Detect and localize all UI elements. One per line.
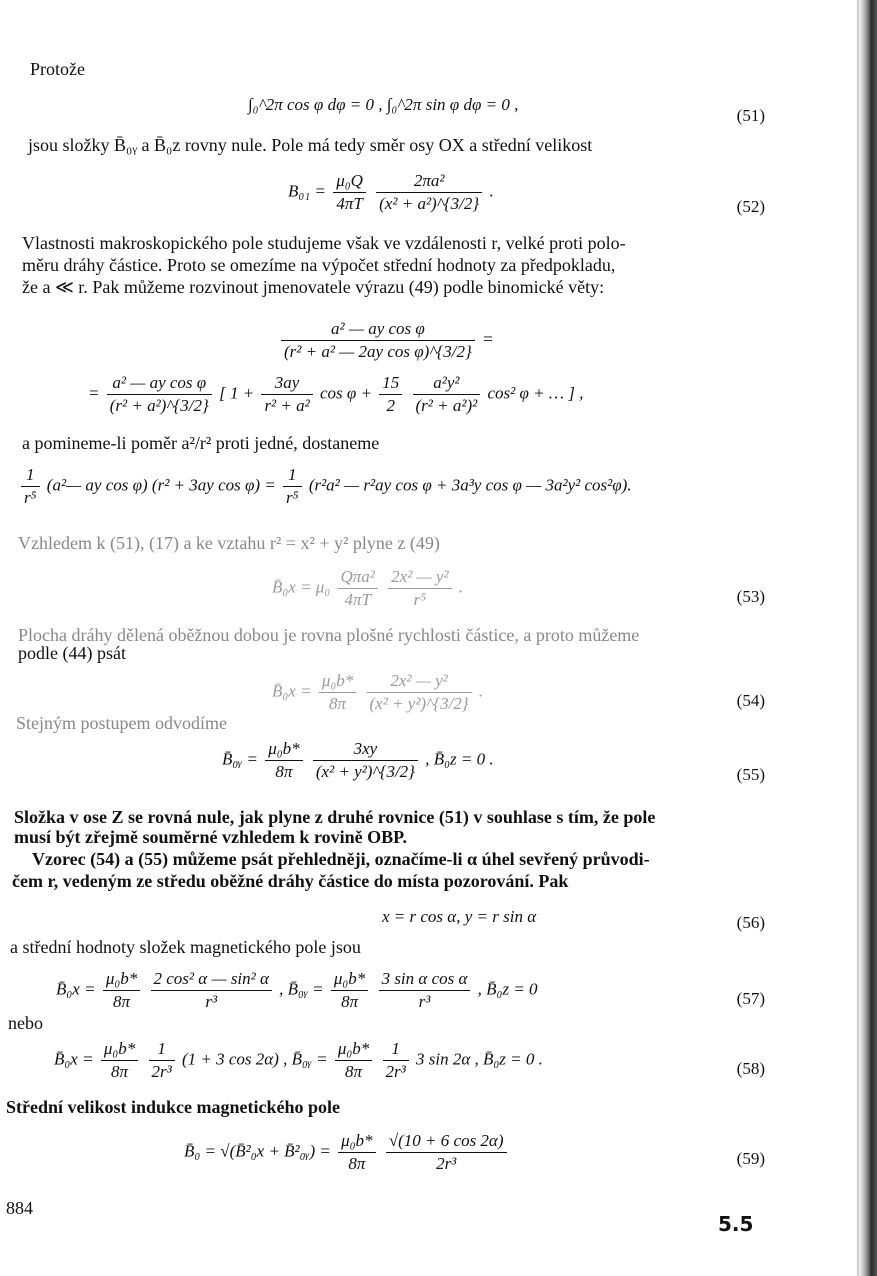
eq58-fraction-2: $\frac{1}{\text{2r³}}$ bbox=[149, 1038, 175, 1083]
equation-51-number: (51) bbox=[736, 106, 765, 125]
binomial-lead-fraction: $\frac{\text{a² — ay cos φ}}{\text{(r² + a²)\textasciicircum{}\{3/2\}}}$ bbox=[107, 372, 212, 417]
binomial-term1-fraction: $\frac{3ay}{\text{r² + a²}}$ bbox=[261, 372, 312, 417]
paragraph-2-line-1: Plocha dráhy dělená oběžnou dobou je rovna plošné rychlosti částice, a proto můžeme bbox=[18, 625, 640, 645]
equation-expansion: $\frac{1}{\text{r⁵}}$ (a²— ay cos φ) (r² + 3ay cos φ) = $\frac{1}{\text{r⁵}}$ (r²a² — r²ay cos φ + 3a³y cos φ — 3a²y² cos²φ). bbox=[18, 464, 632, 509]
paragraph-2-line-2: podle (44) psát bbox=[18, 643, 126, 663]
equation-58-number: (58) bbox=[736, 1059, 765, 1078]
eq58-fraction-1: $\frac{\text{μ₀b*}}{8\pi}$ bbox=[101, 1038, 138, 1083]
expansion-fraction-2: $\frac{1}{\text{r⁵}}$ bbox=[283, 464, 302, 509]
book-binding-shadow bbox=[855, 0, 877, 1276]
paragraph-3-line-2: musí být zřejmě souměrné vzhledem k rovině OBP. bbox=[14, 827, 407, 847]
paragraph-1-line-2: měru dráhy částice. Proto se omezíme na výpočet střední hodnoty za předpokladu, bbox=[22, 255, 616, 275]
eq58-fraction-4: $\frac{1}{\text{2r³}}$ bbox=[383, 1038, 409, 1083]
text-nebo: nebo bbox=[8, 1013, 43, 1033]
eq54-fraction-2: $\frac{\text{2x² — y²}}{\text{(x² + y²)\textasciicircum{}\{3/2\}}}$ bbox=[367, 670, 472, 715]
text-neglect-ratio: a pomineme-li poměr a²/r² proti jedné, dostaneme bbox=[22, 433, 380, 453]
text-stredni-velikost: Střední velikost indukce magnetického pole bbox=[6, 1097, 341, 1117]
eq53-fraction-2: $\frac{\text{2x² — y²}}{\text{r⁵}}$ bbox=[388, 566, 451, 611]
paragraph-4-line-2: čem r, vedeným ze středu oběžné dráhy částice do místa pozorování. Pak bbox=[12, 871, 569, 891]
binomial-term3-fraction: $\frac{\text{a²y²}}{\text{(r² + a²)²}}$ bbox=[413, 372, 481, 417]
binomial-top-fraction: $\frac{\text{a² — ay cos φ}}{\text{(r² + a² — 2ay cos φ)\textasciicircum{}\{3/2\}}}$ bbox=[281, 318, 475, 363]
equation-55: B̄₀ᵧ = $\frac{\text{μ₀b*}}{8\pi}$ $\frac{3xy}{\text{(x² + y²)\textasciicircum{}\{3/2\}}}$ , B̄₀z = 0 . bbox=[222, 739, 494, 781]
eq57-fraction-1: $\frac{\text{μ₀b*}}{8\pi}$ bbox=[103, 968, 140, 1013]
eq57-fraction-3: $\frac{\text{μ₀b*}}{8\pi}$ bbox=[331, 968, 368, 1013]
eq55-fraction-1: $\frac{\text{μ₀b*}}{8\pi}$ bbox=[265, 738, 302, 783]
equation-53: B̄₀x = μ₀ $\frac{\text{Qπa²}}{4\pi T}$ $\frac{\text{2x² — y²}}{\text{r⁵}}$ . bbox=[272, 567, 464, 609]
equation-59: B̄₀ = √(B̄²₀x + B̄²₀ᵧ) = $\frac{\text{μ₀b*}}{8\pi}$ $\frac{√(10 + 6 \cos 2\alpha)}{\text{2r³}}$ bbox=[184, 1130, 510, 1175]
equation-binomial-top: $\frac{\text{a² — ay cos φ}}{\text{(r² + a² — 2ay cos φ)\textasciicircum{}\{3/2\}}}$ = bbox=[278, 318, 494, 363]
eq57-fraction-4: $\frac{\text{3 sin α cos α}}{\text{r³}}$ bbox=[379, 968, 471, 1013]
eq57-fraction-2: $\frac{\text{2 cos² α — sin² α}}{\text{r³}}$ bbox=[151, 968, 272, 1013]
equation-58: B̄₀x = $\frac{\text{μ₀b*}}{8\pi}$ $\frac{1}{\text{2r³}}$ (1 + 3 cos 2α) , B̄₀ᵧ = $\frac{\text{μ₀b*}}{8\pi}$ $\frac{1}{\text{2r³}}$ 3 sin 2α , B̄₀z = 0 . bbox=[54, 1039, 543, 1081]
equation-57-number: (57) bbox=[736, 989, 765, 1008]
paragraph-4-line-1: Vzorec (54) a (55) můžeme psát přehledněji, označíme-li α úhel sevřený průvodi- bbox=[32, 849, 650, 869]
text-line-after-51: jsou složky B̄₀ᵧ a B̄₀z rovny nule. Pole má tedy směr osy OX a střední velikost bbox=[28, 135, 593, 155]
binomial-term2-fraction: $\frac{15}{2}$ bbox=[379, 372, 402, 417]
section-number: 5.5 bbox=[718, 1212, 754, 1236]
equation-54: B̄₀x = $\frac{\text{μ₀b*}}{8\pi}$ $\frac{\text{2x² — y²}}{\text{(x² + y²)\textasciicircum{}\{3/2\}}}$ . bbox=[272, 671, 484, 713]
equation-56: x = r cos α, y = r sin α bbox=[382, 907, 537, 926]
equation-56-number: (56) bbox=[736, 913, 765, 932]
equation-51: ∫₀^2π cos φ dφ = 0 , ∫₀^2π sin φ dφ = 0 , bbox=[248, 95, 519, 114]
eq53-fraction-1: $\frac{\text{Qπa²}}{4\pi T}$ bbox=[338, 566, 378, 611]
eq55-fraction-2: $\frac{3xy}{\text{(x² + y²)\textasciicircum{}\{3/2\}}}$ bbox=[313, 738, 418, 783]
text-stredni-hodnoty: a střední hodnoty složek magnetického pole jsou bbox=[10, 937, 361, 957]
equation-53-number: (53) bbox=[736, 587, 765, 606]
eq58-fraction-3: $\frac{\text{μ₀b*}}{8\pi}$ bbox=[335, 1038, 372, 1083]
text-stejnym-postupem: Stejným postupem odvodíme bbox=[16, 713, 227, 733]
eq59-fraction-1: $\frac{\text{μ₀b*}}{8\pi}$ bbox=[338, 1130, 375, 1175]
equation-52-number: (52) bbox=[736, 197, 765, 216]
eq59-fraction-2: $\frac{√(10 + 6 \cos 2\alpha)}{\text{2r³}}$ bbox=[386, 1130, 507, 1175]
eq52-lhs: B₀₁ = bbox=[288, 181, 326, 201]
text-vzhledem: Vzhledem k (51), (17) a ke vztahu r² = x² + y² plyne z (49) bbox=[18, 533, 440, 553]
eq52-fraction-2: $\frac{\text{2πa²}}{\text{(x² + a²)\textasciicircum{}\{3/2\}}}$ bbox=[376, 170, 482, 215]
paragraph-1-line-1: Vlastnosti makroskopického pole studujeme však ve vzdálenosti r, velké proti polo- bbox=[22, 233, 626, 253]
equation-binomial-expansion: = $\frac{\text{a² — ay cos φ}}{\text{(r² + a²)\textasciicircum{}\{3/2\}}}$ [ 1 + $\frac{3ay}{\text{r² + a²}}$ cos φ + $\frac{15}{2}$ $\frac{\text{a²y²}}{\text{(r² + a²)²}}$ cos² φ + … ] , bbox=[88, 373, 584, 415]
expansion-fraction-1: $\frac{1}{\text{r⁵}}$ bbox=[21, 464, 40, 509]
page-number: 884 bbox=[6, 1198, 33, 1218]
equation-52: B₀₁ = $\frac{\text{μ₀Q}}{4\pi T}$ $\frac{\text{2πa²}}{\text{(x² + a²)\textasciicircum{}\{3/2\}}}$ . bbox=[288, 171, 494, 213]
equation-54-number: (54) bbox=[736, 691, 765, 710]
equation-57: B̄₀x = $\frac{\text{μ₀b*}}{8\pi}$ $\frac{\text{2 cos² α — sin² α}}{\text{r³}}$ , B̄₀ᵧ = $\frac{\text{μ₀b*}}{8\pi}$ $\frac{\text{3 sin α cos α}}{\text{r³}}$ , B̄₀z = 0 bbox=[56, 969, 538, 1011]
intro-word: Protože bbox=[30, 59, 85, 79]
paragraph-3-line-1: Složka v ose Z se rovná nule, jak plyne z druhé rovnice (51) v souhlase s tím, že pole bbox=[14, 807, 656, 827]
paragraph-1-line-3: že a ≪ r. Pak můžeme rozvinout jmenovatele výrazu (49) podle binomické věty: bbox=[22, 277, 605, 297]
equation-59-number: (59) bbox=[736, 1149, 765, 1168]
eq52-fraction-1: $\frac{\text{μ₀Q}}{4\pi T}$ bbox=[333, 170, 366, 215]
eq54-fraction-1: $\frac{\text{μ₀b*}}{8\pi}$ bbox=[319, 670, 356, 715]
equation-55-number: (55) bbox=[736, 765, 765, 784]
